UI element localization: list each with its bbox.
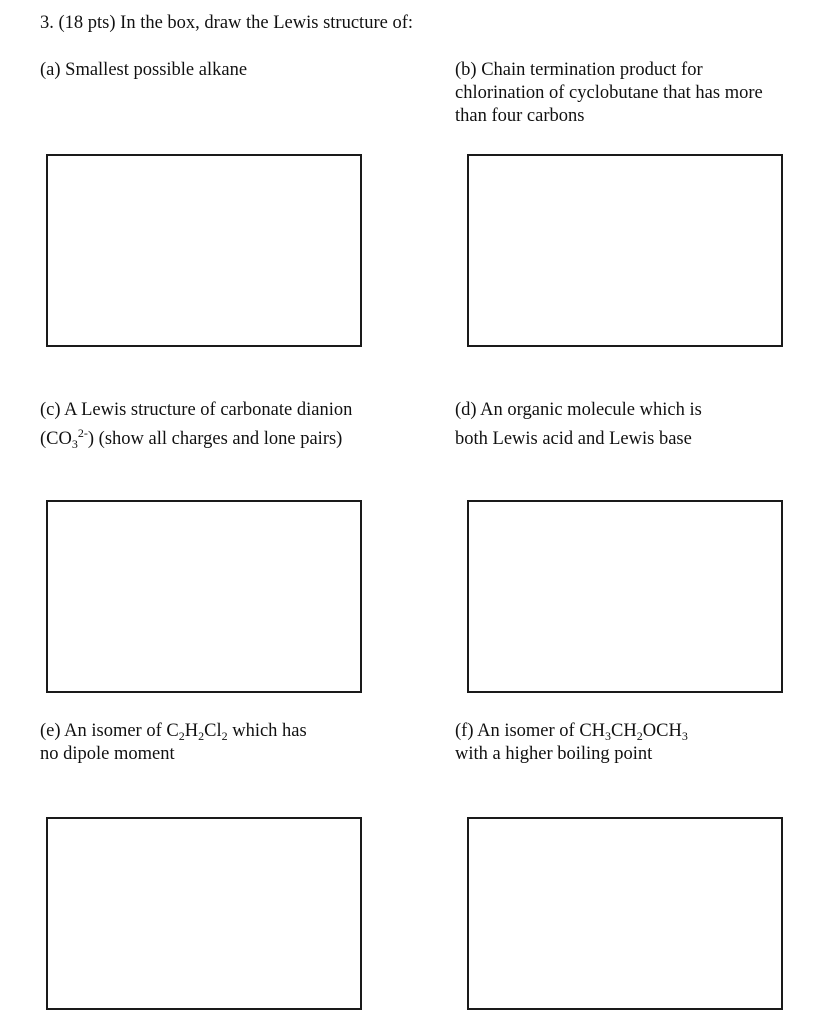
- part-f-ch-group: CH: [611, 721, 637, 741]
- question-title: 3. (18 pts) In the box, draw the Lewis structure of:: [40, 13, 413, 33]
- part-c-line-1: (c) A Lewis structure of carbonate dianion: [40, 400, 353, 420]
- part-e-answer-box[interactable]: [46, 817, 362, 1010]
- part-e-prompt: [40, 720, 307, 766]
- part-b-line-2: chlorination of cyclobutane that has more: [455, 83, 763, 103]
- part-e-subscript-1: 2: [178, 729, 185, 743]
- part-a-line-1: (a) Smallest possible alkane: [40, 60, 248, 80]
- part-e-hydrogen: H: [184, 721, 199, 741]
- part-b-prompt: [455, 59, 763, 128]
- part-c-prompt: [40, 396, 352, 454]
- part-e-subscript-3: 2: [221, 729, 228, 743]
- part-e-line-1: [40, 720, 307, 743]
- part-c-line-2: [40, 425, 352, 454]
- part-d-prompt: [455, 396, 702, 454]
- part-b-line-3: than four carbons: [455, 106, 585, 126]
- part-e-line-2: no dipole moment: [40, 744, 175, 764]
- part-f-subscript-3: 3: [681, 729, 688, 743]
- part-f-och-group: OCH: [642, 721, 682, 741]
- part-b-answer-box[interactable]: [467, 154, 783, 347]
- part-e-chlorine: Cl: [204, 721, 222, 741]
- part-f-answer-box[interactable]: [467, 817, 783, 1010]
- part-c-line-2-rest: ) (show all charges and lone pairs): [87, 429, 343, 449]
- part-a-prompt: [40, 59, 247, 82]
- part-d-line-2: both Lewis acid and Lewis base: [455, 429, 692, 449]
- part-b-line-1: (b) Chain termination product for: [455, 60, 703, 80]
- part-f-line-1: [455, 720, 688, 743]
- part-d-line-1: (d) An organic molecule which is: [455, 400, 702, 420]
- part-f-prompt: [455, 720, 688, 766]
- part-a-answer-box[interactable]: [46, 154, 362, 347]
- part-e-line-1-prefix: (e) An isomer of C: [40, 721, 179, 741]
- carbonate-subscript: 3: [71, 437, 78, 451]
- part-f-line-1-prefix: (f) An isomer of CH: [455, 721, 606, 741]
- part-f-subscript-2: 2: [636, 729, 643, 743]
- part-e-subscript-2: 2: [198, 729, 205, 743]
- part-e-line-1-suffix: which has: [227, 721, 307, 741]
- part-f-line-2: with a higher boiling point: [455, 744, 653, 764]
- carbonate-formula-prefix: (CO: [40, 429, 72, 449]
- part-f-subscript-1: 3: [605, 729, 612, 743]
- part-c-answer-box[interactable]: [46, 500, 362, 693]
- carbonate-charge-superscript: 2-: [77, 426, 88, 440]
- part-d-answer-box[interactable]: [467, 500, 783, 693]
